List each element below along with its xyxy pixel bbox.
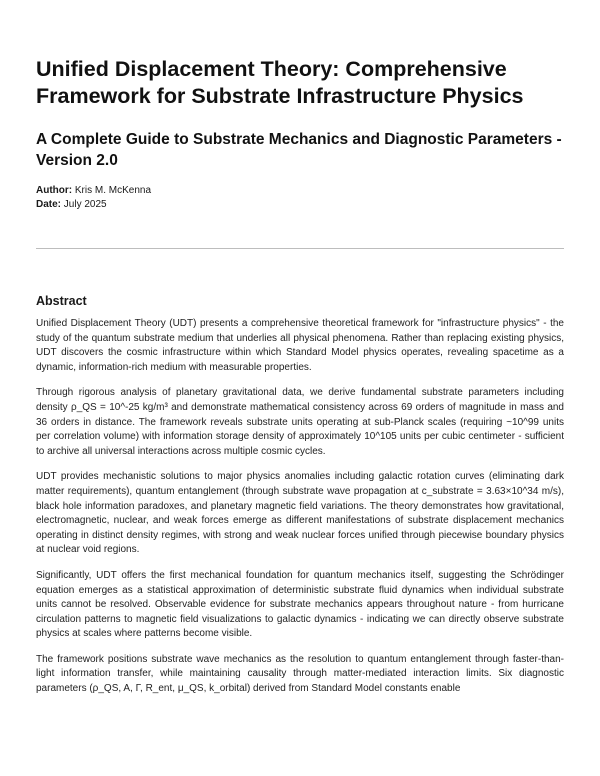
date-line (36, 198, 564, 212)
horizontal-divider (36, 248, 564, 249)
document-meta (36, 184, 564, 212)
date-label: Date: (36, 199, 62, 210)
document-title: Unified Displacement Theory: Comprehensive Framework for Substrate Infrastructure Physics (36, 57, 524, 108)
abstract-paragraph: Through rigorous analysis of planetary gravitational data, we derive fundamental substrate parameters including density ρ_QS = 10^-25 kg/m³ and demonstrate mathematical consistency across 69 orders of magnitude in mass and 36 orders in distance. The framework reveals substrate units operating at sub-Planck scales (requiring ~10^99 units per correlation volume) with information storage density of approximately 10^105 units per cubic centimeter - sufficient to archive all universal interactions across multiple cosmic cycles. (36, 387, 564, 457)
author-label: Author: (36, 185, 73, 196)
abstract-paragraph: UDT provides mechanistic solutions to major physics anomalies including galactic rotation curves (eliminating dark matter requirements), quantum entanglement (through substrate wave propagation at c_substrate = 3.63×10^34 m/s), black hole information paradoxes, and planetary magnetic field variations. The theory demonstrates how gravitational, electromagnetic, nuclear, and weak forces emerge as different manifestations of substrate displacement mechanics operating in distinct density regimes, with strong and weak nuclear forces unified through piecewise boundary physics at nuclear void regions. (36, 471, 564, 556)
document-subtitle: A Complete Guide to Substrate Mechanics and Diagnostic Parameters - Version 2.0 (36, 131, 562, 169)
abstract-paragraph: The framework positions substrate wave mechanics as the resolution to quantum entanglement through faster-than-light information transfer, while maintaining causality through matter-mediated interaction limits. Six diagnostic parameters (ρ_QS, A, Γ, R_ent, μ_QS, k_orbital) derived from Standard Model constants enable (36, 653, 564, 695)
abstract-heading: Abstract (36, 294, 87, 308)
author-line (36, 184, 564, 198)
date-value: July 2025 (63, 199, 107, 210)
abstract-paragraph: Unified Displacement Theory (UDT) presents a comprehensive theoretical framework for "infrastructure physics" - the study of the quantum substrate medium that underlies all physical phenomena. Rather than replacing existing physics, UDT discovers the cosmic infrastructure within which Standard Model physics operates, revealing spacetime as a dynamic, information-rich medium with measurable properties. (36, 318, 564, 373)
author-name: Kris M. McKenna (74, 185, 152, 196)
abstract-paragraph: Significantly, UDT offers the first mechanical foundation for quantum mechanics itself, suggesting the Schrödinger equation emerges as a statistical approximation of deterministic substrate fluid dynamics when individual substrate units cannot be resolved. Observable evidence for substrate mechanics appears throughout nature - from hurricane circulation patterns to magnetic field visualizations to galactic dynamics - indicating we can directly observe substrate physics at scales where patterns become visible. (36, 569, 564, 640)
document-page (36, 56, 564, 697)
